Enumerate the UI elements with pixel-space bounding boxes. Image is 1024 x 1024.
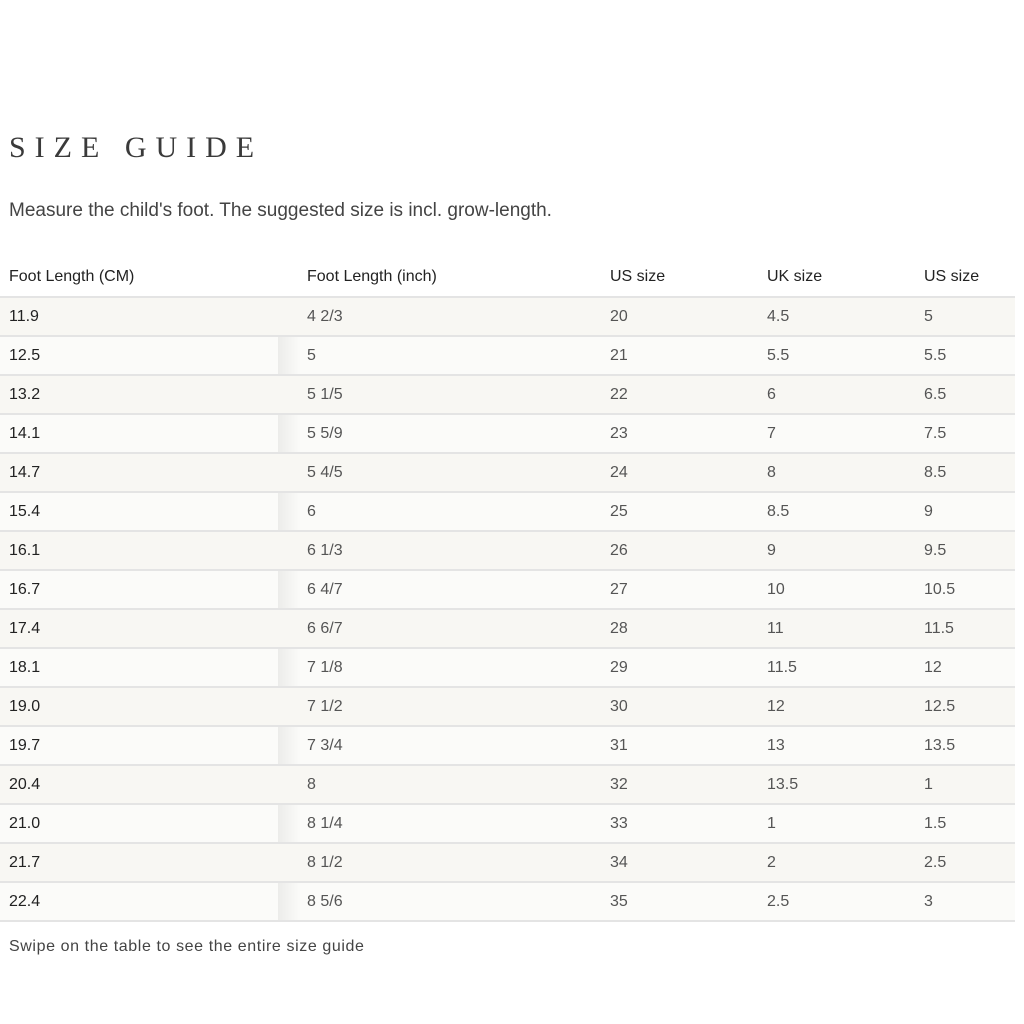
cell-us-size-adult: 2.5 bbox=[915, 843, 1015, 882]
cell-uk-size: 12 bbox=[758, 687, 915, 726]
cell-us-size-adult: 6.5 bbox=[915, 375, 1015, 414]
cell-foot-length-inch: 7 1/2 bbox=[278, 687, 600, 726]
cell-foot-length-cm: 21.0 bbox=[0, 804, 278, 843]
cell-foot-length-cm: 21.7 bbox=[0, 843, 278, 882]
cell-uk-size: 13 bbox=[758, 726, 915, 765]
cell-foot-length-inch: 8 1/4 bbox=[278, 804, 600, 843]
cell-foot-length-cm: 14.7 bbox=[0, 453, 278, 492]
swipe-hint: Swipe on the table to see the entire size guide bbox=[9, 938, 365, 955]
header-foot-length-inch: Foot Length (inch) bbox=[278, 258, 600, 297]
header-us-size: US size bbox=[600, 258, 758, 297]
table-row bbox=[0, 297, 1015, 336]
table-row bbox=[0, 609, 1015, 648]
cell-foot-length-inch: 5 5/9 bbox=[278, 414, 600, 453]
cell-us-size: 35 bbox=[600, 882, 758, 921]
cell-us-size: 28 bbox=[600, 609, 758, 648]
cell-us-size-adult: 1 bbox=[915, 765, 1015, 804]
cell-foot-length-inch: 8 bbox=[278, 765, 600, 804]
header-uk-size: UK size bbox=[758, 258, 915, 297]
cell-us-size: 34 bbox=[600, 843, 758, 882]
size-table-header bbox=[0, 258, 1015, 297]
cell-foot-length-cm: 20.4 bbox=[0, 765, 278, 804]
table-row bbox=[0, 804, 1015, 843]
size-table-body bbox=[0, 297, 1015, 921]
cell-us-size: 31 bbox=[600, 726, 758, 765]
cell-us-size-adult: 9 bbox=[915, 492, 1015, 531]
cell-foot-length-cm: 12.5 bbox=[0, 336, 278, 375]
cell-uk-size: 11 bbox=[758, 609, 915, 648]
cell-us-size-adult: 8.5 bbox=[915, 453, 1015, 492]
cell-foot-length-cm: 17.4 bbox=[0, 609, 278, 648]
cell-uk-size: 4.5 bbox=[758, 297, 915, 336]
cell-us-size-adult: 10.5 bbox=[915, 570, 1015, 609]
cell-foot-length-inch: 5 4/5 bbox=[278, 453, 600, 492]
cell-us-size-adult: 13.5 bbox=[915, 726, 1015, 765]
cell-us-size: 32 bbox=[600, 765, 758, 804]
cell-foot-length-cm: 22.4 bbox=[0, 882, 278, 921]
page-subtitle: Measure the child's foot. The suggested size is incl. grow-length. bbox=[9, 200, 552, 221]
cell-foot-length-cm: 18.1 bbox=[0, 648, 278, 687]
cell-us-size-adult: 9.5 bbox=[915, 531, 1015, 570]
table-row bbox=[0, 453, 1015, 492]
cell-foot-length-cm: 16.1 bbox=[0, 531, 278, 570]
cell-us-size-adult: 11.5 bbox=[915, 609, 1015, 648]
cell-us-size: 33 bbox=[600, 804, 758, 843]
cell-foot-length-inch: 7 1/8 bbox=[278, 648, 600, 687]
cell-us-size: 23 bbox=[600, 414, 758, 453]
table-row bbox=[0, 570, 1015, 609]
cell-uk-size: 11.5 bbox=[758, 648, 915, 687]
cell-uk-size: 7 bbox=[758, 414, 915, 453]
cell-us-size-adult: 7.5 bbox=[915, 414, 1015, 453]
cell-us-size-adult: 3 bbox=[915, 882, 1015, 921]
cell-us-size: 21 bbox=[600, 336, 758, 375]
cell-foot-length-inch: 8 1/2 bbox=[278, 843, 600, 882]
table-row bbox=[0, 687, 1015, 726]
cell-foot-length-cm: 19.0 bbox=[0, 687, 278, 726]
cell-uk-size: 2 bbox=[758, 843, 915, 882]
cell-us-size: 27 bbox=[600, 570, 758, 609]
cell-foot-length-cm: 15.4 bbox=[0, 492, 278, 531]
header-foot-length-cm: Foot Length (CM) bbox=[0, 258, 278, 297]
cell-us-size-adult: 5 bbox=[915, 297, 1015, 336]
cell-uk-size: 8 bbox=[758, 453, 915, 492]
table-row bbox=[0, 726, 1015, 765]
cell-foot-length-inch: 6 1/3 bbox=[278, 531, 600, 570]
header-row bbox=[0, 258, 1015, 297]
cell-foot-length-inch: 5 1/5 bbox=[278, 375, 600, 414]
cell-us-size-adult: 12.5 bbox=[915, 687, 1015, 726]
table-row bbox=[0, 336, 1015, 375]
cell-us-size-adult: 5.5 bbox=[915, 336, 1015, 375]
size-table-container[interactable] bbox=[0, 258, 1015, 922]
cell-uk-size: 13.5 bbox=[758, 765, 915, 804]
table-row bbox=[0, 414, 1015, 453]
table-row bbox=[0, 882, 1015, 921]
cell-us-size: 22 bbox=[600, 375, 758, 414]
cell-foot-length-cm: 16.7 bbox=[0, 570, 278, 609]
cell-uk-size: 8.5 bbox=[758, 492, 915, 531]
table-row bbox=[0, 531, 1015, 570]
cell-foot-length-cm: 14.1 bbox=[0, 414, 278, 453]
header-us-size-adult: US size bbox=[915, 258, 1015, 297]
cell-us-size: 26 bbox=[600, 531, 758, 570]
table-row bbox=[0, 765, 1015, 804]
table-row bbox=[0, 492, 1015, 531]
size-table[interactable] bbox=[0, 258, 1015, 922]
cell-us-size: 24 bbox=[600, 453, 758, 492]
cell-us-size: 29 bbox=[600, 648, 758, 687]
cell-foot-length-inch: 7 3/4 bbox=[278, 726, 600, 765]
table-row bbox=[0, 843, 1015, 882]
cell-foot-length-inch: 6 6/7 bbox=[278, 609, 600, 648]
cell-foot-length-inch: 5 bbox=[278, 336, 600, 375]
cell-uk-size: 9 bbox=[758, 531, 915, 570]
cell-uk-size: 10 bbox=[758, 570, 915, 609]
cell-us-size: 30 bbox=[600, 687, 758, 726]
cell-foot-length-cm: 19.7 bbox=[0, 726, 278, 765]
cell-us-size-adult: 1.5 bbox=[915, 804, 1015, 843]
page-title: SIZE GUIDE bbox=[9, 131, 264, 164]
cell-uk-size: 6 bbox=[758, 375, 915, 414]
cell-foot-length-inch: 8 5/6 bbox=[278, 882, 600, 921]
table-row bbox=[0, 648, 1015, 687]
cell-us-size: 25 bbox=[600, 492, 758, 531]
cell-foot-length-cm: 13.2 bbox=[0, 375, 278, 414]
cell-us-size-adult: 12 bbox=[915, 648, 1015, 687]
cell-uk-size: 1 bbox=[758, 804, 915, 843]
cell-uk-size: 2.5 bbox=[758, 882, 915, 921]
cell-us-size: 20 bbox=[600, 297, 758, 336]
cell-foot-length-inch: 6 bbox=[278, 492, 600, 531]
table-row bbox=[0, 375, 1015, 414]
cell-foot-length-inch: 4 2/3 bbox=[278, 297, 600, 336]
cell-uk-size: 5.5 bbox=[758, 336, 915, 375]
cell-foot-length-inch: 6 4/7 bbox=[278, 570, 600, 609]
cell-foot-length-cm: 11.9 bbox=[0, 297, 278, 336]
